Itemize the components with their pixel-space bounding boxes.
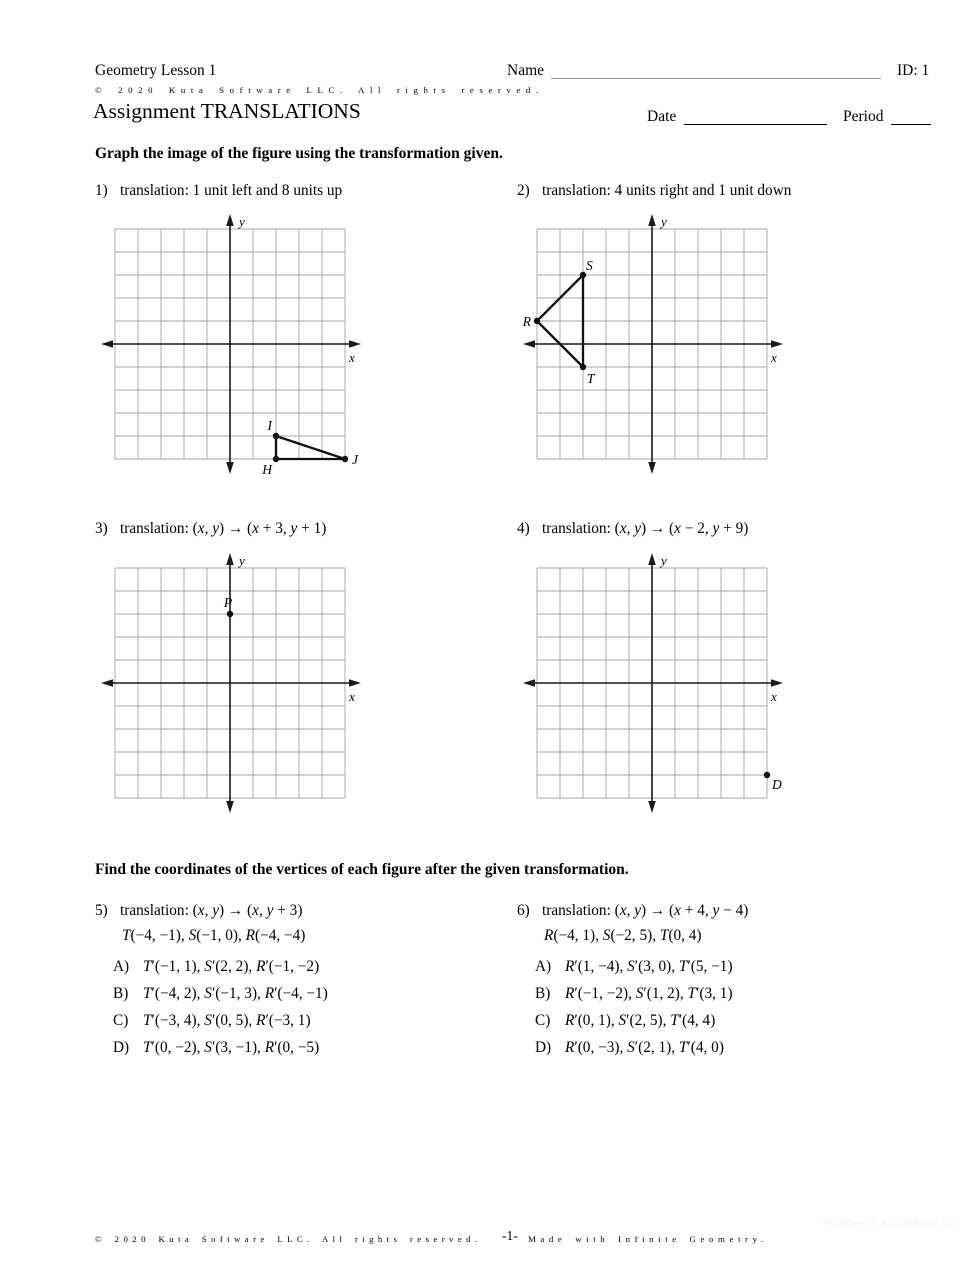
copyright-footer: © 2020 Kuta Software LLC. All rights reserved.: [95, 1234, 482, 1244]
choice-6c: [535, 1007, 937, 1034]
coordinate-grid-2: [521, 212, 791, 480]
problem-5-choices: [113, 953, 515, 1061]
problem-5-given-points: T(−4, −1), S(−1, 0), R(−4, −4): [122, 927, 306, 944]
choice-5d-letter: D): [113, 1039, 130, 1056]
choice-5c: [113, 1007, 515, 1034]
choice-6a-text: R′(1, −4), S′(3, 0), T′(5, −1): [565, 958, 733, 975]
choice-5b-letter: B): [113, 985, 129, 1002]
choice-5c-letter: C): [113, 1012, 129, 1029]
page-number: -1-: [502, 1228, 518, 1243]
problem-1-text: translation: 1 unit left and 8 units up: [120, 182, 343, 199]
problem-3-rule: (x, y) → (x + 3, y + 1): [192, 520, 327, 537]
choice-5a: [113, 953, 515, 980]
problem-3-number: 3): [95, 520, 108, 537]
svg-text:P: P: [223, 595, 233, 610]
choice-6b: [535, 980, 937, 1007]
choice-6a-letter: A): [535, 958, 552, 975]
problem-4-rule: (x, y) → (x − 2, y + 9): [614, 520, 749, 537]
choice-6d: [535, 1034, 937, 1061]
svg-text:J: J: [352, 452, 358, 467]
coordinate-grid-4: [521, 551, 791, 819]
problem-6-prompt: [517, 898, 937, 923]
svg-text:x: x: [771, 689, 777, 704]
svg-text:y: y: [239, 553, 245, 568]
svg-text:x: x: [771, 350, 777, 365]
section-heading-mc: Find the coordinates of the vertices of each figure after the given transformation.: [95, 861, 629, 878]
svg-text:I: I: [267, 418, 272, 433]
svg-text:T: T: [587, 371, 595, 386]
coordinate-grid-3: [99, 551, 369, 819]
problem-1-number: 1): [95, 182, 108, 199]
problem-6-given-points: R(−4, 1), S(−2, 5), T(0, 4): [544, 927, 702, 944]
choice-6b-letter: B): [535, 985, 551, 1002]
svg-text:S: S: [586, 258, 593, 273]
choice-6a: [535, 953, 937, 980]
svg-text:x: x: [349, 689, 355, 704]
choice-5b: [113, 980, 515, 1007]
problem-5-prompt: [95, 898, 515, 923]
problem-5-text: translation:: [120, 902, 193, 919]
choice-5a-text: T′(−1, 1), S′(2, 2), R′(−1, −2): [143, 958, 320, 975]
problem-4-prompt: [517, 520, 748, 538]
section-heading-graph: Graph the image of the figure using the transformation given.: [95, 145, 503, 162]
svg-text:H: H: [262, 462, 272, 477]
problem-6: [517, 898, 937, 1061]
choice-6d-text: R′(0, −3), S′(2, 1), T′(4, 0): [565, 1039, 724, 1056]
svg-text:R: R: [522, 314, 531, 329]
choice-5d-text: T′(0, −2), S′(3, −1), R′(0, −5): [143, 1039, 320, 1056]
worksheet-id: ID: 1: [897, 62, 930, 79]
choice-5c-text: T′(−3, 4), S′(0, 5), R′(−3, 1): [143, 1012, 311, 1029]
problem-1-prompt: [95, 182, 342, 200]
choice-5b-text: T′(−4, 2), S′(−1, 3), R′(−4, −1): [143, 985, 328, 1002]
problem-6-number: 6): [517, 902, 530, 919]
problem-3-prompt: [95, 520, 326, 538]
svg-text:D: D: [772, 777, 782, 792]
page-title: Assignment TRANSLATIONS: [93, 99, 361, 123]
problem-5-rule: (x, y) → (x, y + 3): [192, 902, 303, 919]
trial-watermark: Worksheet by Kuta Software LLC: [823, 1218, 960, 1229]
problem-2-number: 2): [517, 182, 530, 199]
problem-5: [95, 898, 515, 1061]
choice-6c-text: R′(0, 1), S′(2, 5), T′(4, 4): [565, 1012, 716, 1029]
name-label: Name: [507, 62, 545, 79]
problem-2-text: translation: 4 units right and 1 unit down: [542, 182, 792, 199]
choice-6d-letter: D): [535, 1039, 552, 1056]
date-label: Date: [647, 108, 677, 125]
period-label: Period: [843, 108, 884, 125]
problem-2-prompt: [517, 182, 791, 200]
course-title: Geometry Lesson 1: [95, 62, 217, 79]
svg-text:y: y: [661, 553, 667, 568]
problem-4-number: 4): [517, 520, 530, 537]
copyright-header: © 2020 Kuta Software LLC. All rights reserved.: [95, 85, 544, 95]
name-blank-line: [551, 61, 881, 79]
problem-6-text: translation:: [542, 902, 615, 919]
coordinate-grid-1: [99, 212, 369, 480]
svg-text:y: y: [661, 214, 667, 229]
choice-6b-text: R′(−1, −2), S′(1, 2), T′(3, 1): [565, 985, 733, 1002]
period-blank-line: [891, 107, 931, 125]
problem-4-text: translation:: [542, 520, 615, 537]
problem-6-rule: (x, y) → (x + 4, y − 4): [614, 902, 749, 919]
problem-3-text: translation:: [120, 520, 193, 537]
problem-5-number: 5): [95, 902, 108, 919]
choice-5d: [113, 1034, 515, 1061]
date-blank-line: [684, 107, 827, 125]
made-with-note: Made with Infinite Geometry.: [528, 1234, 768, 1244]
choice-6c-letter: C): [535, 1012, 551, 1029]
svg-text:y: y: [239, 214, 245, 229]
choice-5a-letter: A): [113, 958, 130, 975]
svg-text:x: x: [349, 350, 355, 365]
problem-6-choices: [535, 953, 937, 1061]
